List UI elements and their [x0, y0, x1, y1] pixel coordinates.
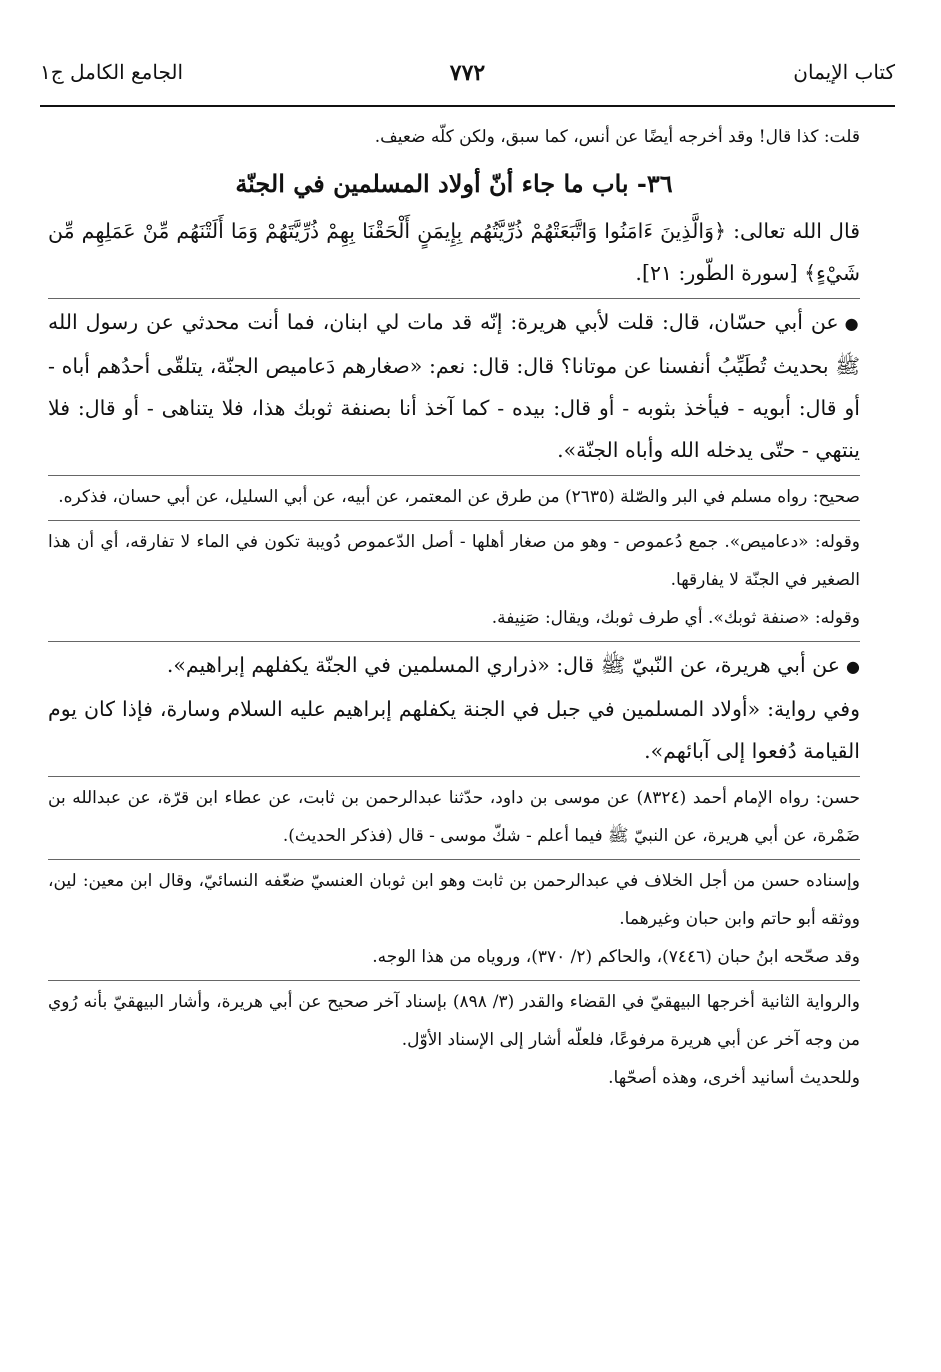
isnad-note: وقد صحّحه ابنُ حبان (٧٤٤٦)، والحاكم (٢/ ٣٧٠)، وروياه من هذا الوجه. [372, 947, 860, 967]
narration-note: والرواية الثانية أخرجها البيهقيّ في القضاء والقدر (٣/ ٨٩٨) بإسناد آخر صحيح عن أبي هريرة، وأشار البيهقيّ بأنه رُوي من وجه آخر عن أبي هريرة مرفوعًا، فلعلّه أشار إلى الإسناد الأوّل. [48, 992, 860, 1050]
isnad-note: وإسناده حسن من أجل الخلاف في عبدالرحمن بن ثابت وهو ابن ثوبان العنسيّ ضعّفه النسائيّ، وقال ابن معين: لين، ووثقه أبو حاتم وابن حبان وغيرهما. [48, 871, 860, 929]
section-divider [48, 475, 860, 476]
series-title: الجامع الكامل ج١ [40, 60, 184, 84]
header-rule [40, 105, 895, 107]
section-divider [48, 776, 860, 777]
chapter-heading: ٣٦- باب ما جاء أنّ أولاد المسلمين في الجنّة [235, 169, 673, 198]
section-divider [48, 520, 860, 521]
section-divider [48, 859, 860, 860]
bullet-icon: ● [846, 657, 860, 676]
bullet-icon: ● [844, 314, 860, 333]
explanation-note: وقوله: «دعاميص». جمع دُعموص - وهو من صغار أهلها - أصل الدّعموص دُويبة تكون في الماء لا تفارقه، أي أن هذا الصغير في الجنّة لا يفارقها. [48, 532, 860, 590]
narration-note: وللحديث أسانيد أخرى، وهذه أصحّها. [608, 1068, 860, 1088]
running-header [40, 52, 895, 92]
book-title: كتاب الإيمان [793, 60, 895, 84]
grading-note: حسن: رواه الإمام أحمد (٨٣٢٤) عن موسى بن داود، حدّثنا عبدالرحمن بن ثابت، عن عطاء ابن قرّة، عن عبدالله بن ضَمْرة، عن أبي هريرة، عن النبيّ ﷺ فيما أعلم - شكّ موسى - قال (فذكر الحديث). [48, 788, 860, 846]
explanation-note: وقوله: «صنفة ثوبك». أي طرف ثوبك، ويقال: صَنِيفة. [491, 608, 860, 628]
section-divider [48, 641, 860, 642]
hadith-text: عن أبي هريرة، عن النّبيّ ﷺ قال: «ذراري المسلمين في الجنّة يكفلهم إبراهيم». [166, 653, 841, 677]
hadith-text: عن أبي حسّان، قال: قلت لأبي هريرة: إنّه قد مات لي ابنان، فما أنت محدثي عن رسول الله ﷺ بحديث تُطَيِّبُ أنفسنا عن موتانا؟ قال: قال: نعم: «صغارهم دَعاميص الجنّة، يتلقّى أحدُهم أباه - أو قال: أبويه - فيأخذ بثوبه - أو قال: بيده - كما آخذ أنا بصنفة ثوبك هذا، فلا يتناهى - أو قال: فلا ينتهي - حتّى يدخله الله وأباه الجنّة». [48, 310, 860, 462]
hadith-variant: وفي رواية: «أولاد المسلمين في جبل في الجنة يكفلهم إبراهيم عليه السلام وسارة، فإذا كان يوم القيامة دُفعوا إلى آبائهم». [48, 697, 860, 763]
quran-verse: قال الله تعالى: ﴿وَالَّذِينَ ءَامَنُوا وَاتَّبَعَتْهُمْ ذُرِّيَّتُهُم بِإِيمَنٍ أَلْحَقْنَا بِهِمْ ذُرِّيَّتَهُمْ وَمَا أَلَتْنَهُم مِّنْ عَمَلِهِم مِّن شَيْءٍ﴾ [سورة الطّور: ٢١]. [48, 219, 860, 285]
page-number: ٧٧٢ [449, 60, 486, 86]
hadith-paragraph [48, 644, 860, 688]
page-content [48, 118, 860, 1097]
hadith-paragraph [48, 301, 860, 471]
section-divider [48, 298, 860, 299]
grading-note: صحيح: رواه مسلم في البر والصّلة (٢٦٣٥) من طرق عن المعتمر، عن أبيه، عن أبي السليل، عن أبي حسان، فذكره. [58, 487, 860, 507]
section-divider [48, 980, 860, 981]
note-paragraph: قلت: كذا قال! وقد أخرجه أيضًا عن أنس، كما سبق، ولكن كلّه ضعيف. [374, 127, 860, 147]
